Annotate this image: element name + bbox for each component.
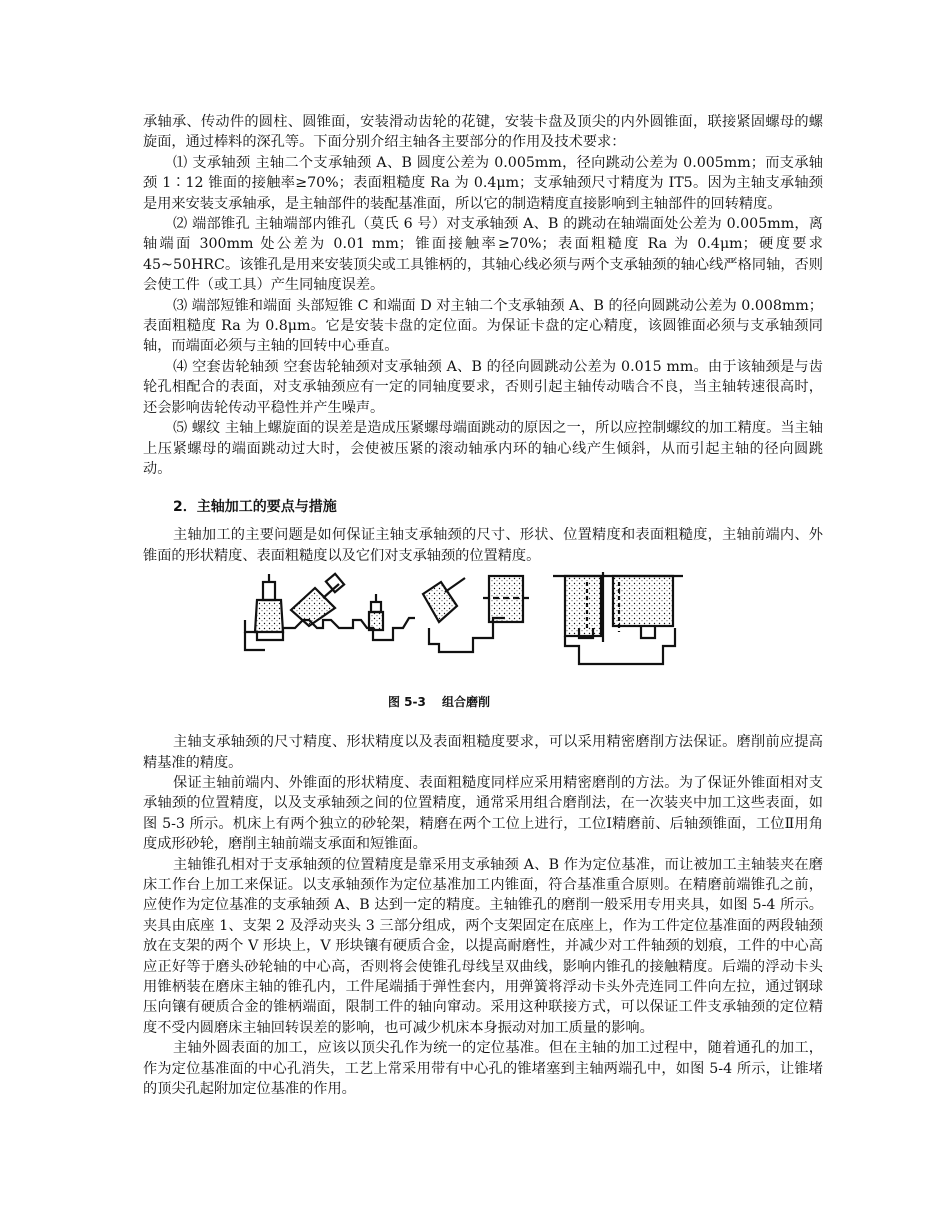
grinding-diagram [243, 572, 683, 682]
paragraph-short-taper-end-face: ⑶ 端部短锥和端面 头部短锥 C 和端面 D 对主轴二个支承轴颈 A、B 的径向圆跳动公差为 0.008mm；表面粗糙度 Ra 为 0.8μm。它是安装卡盘的定位面。为保证卡盘的定心精度，该圆锥面必须与支承轴颈同轴，而端面必须与主轴的回转中心垂直。 [143, 297, 823, 355]
paragraph-thread: ⑸ 螺纹 主轴上螺旋面的误差是造成压紧螺母端面跳动的原因之一，所以应控制螺纹的加工精度。当主轴上压紧螺母的端面跳动过大时，会使被压紧的滚动轴承内环的轴心线产生倾斜，从而引起主轴的径向圆跳动。 [143, 420, 823, 477]
paragraph-continuation: 承轴承、传动件的圆柱、圆锥面，安装滑动齿轮的花键，安装卡盘及顶尖的内外圆锥面，联接紧固螺母的螺旋面，通过棒料的深孔等。下面分别介绍主轴各主要部分的作用及技术要求： [143, 114, 823, 151]
paragraph-gear-journal: ⑷ 空套齿轮轴颈 空套齿轮轴颈对支承轴颈 A、B 的径向圆跳动公差为 0.015 mm。由于该轴颈是与齿轮孔相配合的表面，对支承轴颈应有一定的同轴度要求，否则引起主轴传动啮合不良，当主轴转速很高时，还会影响齿轮传动平稳性并产生噪声。 [143, 358, 823, 416]
paragraph-taper-hole-fixture: 主轴锥孔相对于支承轴颈的位置精度是靠采用支承轴颈 A、B 作为定位基准，而让被加工主轴装夹在磨床工作台上加工来保证。以支承轴颈作为定位基准加工内锥面，符合基准重合原则。在精磨前端锥孔之前，应使作为定位基准的支承轴颈 A、B 达到一定的精度。主轴锥孔的磨削一般采用专用夹具，如图 5-4 所示。夹具由底座 1、支架 2 及浮动夹头 3 三部分组成，两个支架固定在底座上，作为工件定位基准面的两段轴颈放在支架的两个 V 形块上，V 形块镶有硬质合金，以提高耐磨性，并减少对工件轴颈的划痕，工件的中心高应正好等于磨头砂轮轴的中心高，否则将会使锥孔母线呈双曲线，影响内锥孔的接触精度。后端的浮动卡头用锥柄装在磨床主轴的锥孔内，工件尾端插于弹性套内，用弹簧将浮动卡头外壳连同工件向左拉，通过钢球压向镶有硬质合金的锥柄端面，限制工件的轴向窜动。采用这种联接方式，可以保证工件支承轴颈的定位精度不受内圆磨床主轴回转误差的影响，也可减少机床本身振动对加工质量的影响。 [143, 856, 823, 1036]
paragraph-journal-grinding: 主轴支承轴颈的尺寸精度、形状精度以及表面粗糙度要求，可以采用精密磨削方法保证。磨削前应提高精基准的精度。 [143, 734, 823, 771]
paragraph-combined-grinding: 保证主轴前端内、外锥面的形状精度、表面粗糙度同样应采用精密磨削的方法。为了保证外锥面相对支承轴颈的位置精度，以及支承轴颈之间的位置精度，通常采用组合磨削法，在一次装夹中加工这些表面，如图 5-3 所示。机床上有两个独立的砂轮架，精磨在两个工位上进行，工位Ⅰ精磨前、后轴颈锥面，工位Ⅱ用角度成形砂轮，磨削主轴前端支承面和短锥面。 [143, 774, 823, 853]
figure-caption: 图 5-3 组合磨削 [388, 695, 491, 710]
paragraph-end-taper-hole: ⑵ 端部锥孔 主轴端部内锥孔（莫氏 6 号）对支承轴颈 A、B 的跳动在轴端面处公差为 0.005mm，离轴端面 300mm 处公差为 0.01 mm；锥面接触率≥70%；表面粗糙度 Ra 为 0.4μm；硬度要求 45~50HRC。该锥孔是用来安装顶尖或工具锥柄的，其轴心线必须与两个支承轴颈的轴心线严格同轴，否则会使工件（或工具）产生同轴度误差。 [143, 216, 823, 294]
document-page [143, 112, 823, 1099]
figure-combined-grinding [143, 572, 823, 732]
section-heading: 2．主轴加工的要点与措施 [173, 499, 337, 516]
paragraph-support-journal: ⑴ 支承轴颈 主轴二个支承轴颈 A、B 圆度公差为 0.005mm，径向跳动公差为 0.005mm；而支承轴颈 1∶12 锥面的接触率≥70%；表面粗糙度 Ra 为 0.4μm；支承轴颈尺寸精度为 IT5。因为主轴支承轴颈是用来安装支承轴承，是主轴部件的装配基准面，所以它的制造精度直接影响到主轴部件的回转精度。 [143, 154, 823, 212]
paragraph-outer-surface: 主轴外圆表面的加工，应该以顶尖孔作为统一的定位基准。但在主轴的加工过程中，随着通孔的加工，作为定位基准面的中心孔消失，工艺上常采用带有中心孔的锥堵塞到主轴两端孔中，如图 5-4 所示，让锥堵的顶尖孔起附加定位基准的作用。 [143, 1040, 823, 1098]
paragraph-intro: 主轴加工的主要问题是如何保证主轴支承轴颈的尺寸、形状、位置精度和表面粗糙度，主轴前端内、外锥面的形状精度、表面粗糙度以及它们对支承轴颈的位置精度。 [143, 527, 823, 564]
